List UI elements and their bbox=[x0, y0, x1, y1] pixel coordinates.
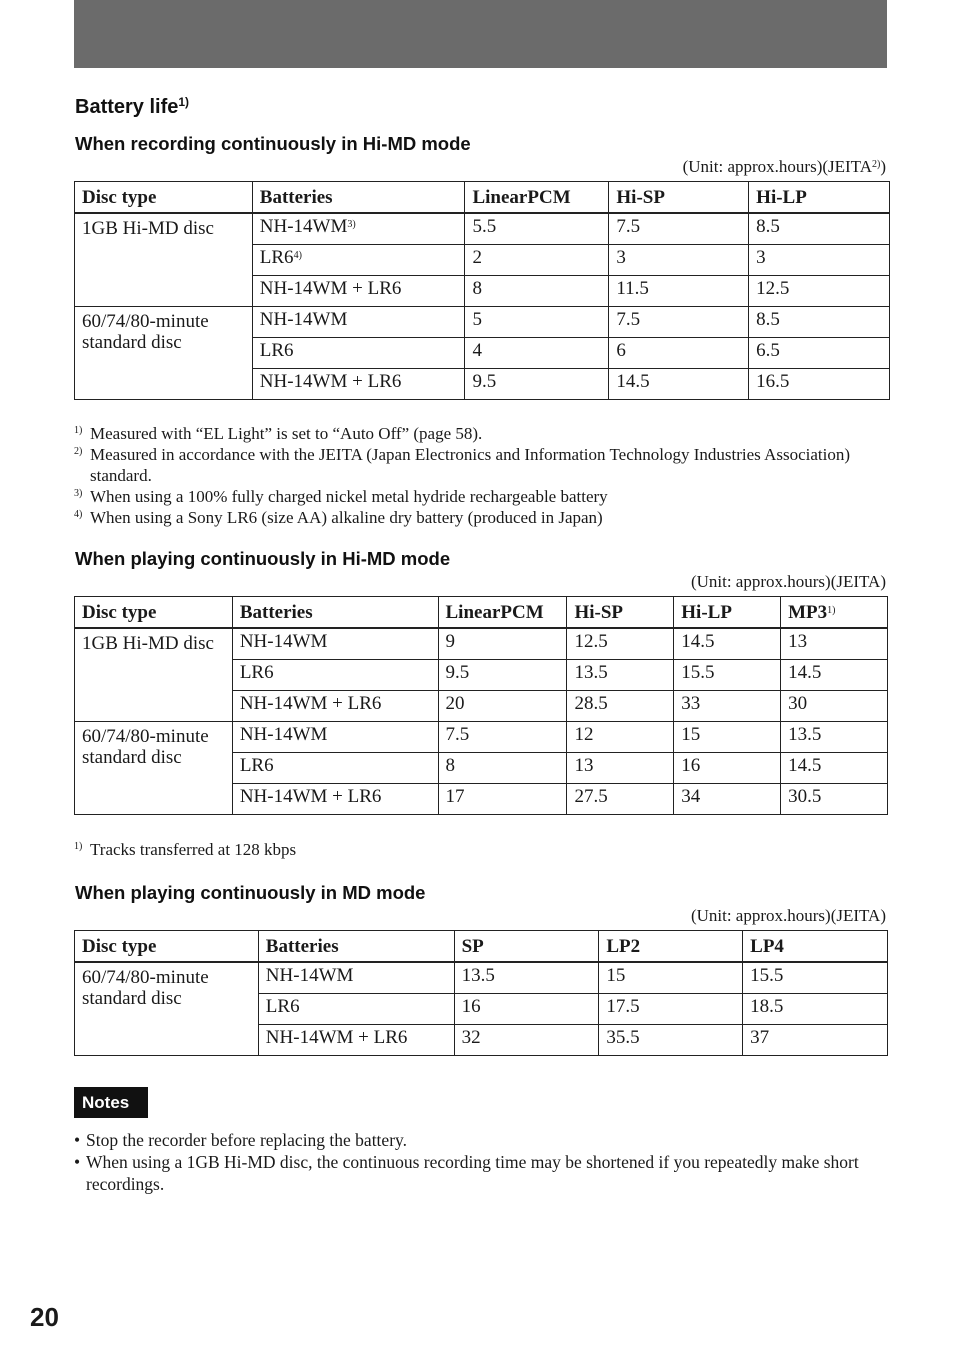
value-cell: 34 bbox=[674, 783, 781, 814]
list-item: • Stop the recorder before replacing the battery. bbox=[74, 1130, 408, 1150]
value-cell: 27.5 bbox=[567, 783, 674, 814]
unit-label: (Unit: approx.hours)(JEITA) bbox=[690, 572, 886, 591]
disc-type-cell: 60/74/80-minute standard disc bbox=[75, 962, 259, 1055]
footnote: 4) When using a Sony LR6 (size AA) alkaline dry battery (produced in Japan) bbox=[74, 508, 603, 527]
table-header-row bbox=[75, 182, 890, 214]
column-header: SP bbox=[454, 931, 599, 963]
value-cell: 15.5 bbox=[674, 659, 781, 690]
recording-himd-table bbox=[74, 181, 890, 400]
table-header-row bbox=[75, 597, 888, 629]
bullet: • bbox=[74, 1130, 81, 1150]
column-header: Hi-LP bbox=[749, 182, 890, 214]
battery-cell: NH-14WM + LR6 bbox=[252, 368, 465, 399]
value-cell: 17 bbox=[438, 783, 567, 814]
footnotes-table-2 bbox=[74, 839, 884, 860]
column-header: Hi-LP bbox=[674, 597, 781, 629]
disc-type-cell: 1GB Hi-MD disc bbox=[75, 213, 253, 306]
battery-cell: NH-14WM + LR6 bbox=[258, 1024, 454, 1055]
subtitle-recording-himd: When recording continuously in Hi-MD mode bbox=[75, 133, 471, 154]
table-row bbox=[75, 306, 890, 337]
list-item: • When using a 1GB Hi-MD disc, the continuous recording time may be shortened if you repeatedly make short recordings. bbox=[74, 1152, 859, 1194]
value-cell: 18.5 bbox=[743, 993, 888, 1024]
value-cell: 28.5 bbox=[567, 690, 674, 721]
battery-cell: NH-14WM + LR6 bbox=[252, 275, 465, 306]
table-row bbox=[75, 213, 890, 244]
value-cell: 13.5 bbox=[454, 962, 599, 993]
column-header: Hi-SP bbox=[609, 182, 749, 214]
value-cell: 8.5 bbox=[749, 306, 890, 337]
table-header-row bbox=[75, 931, 888, 963]
value-cell: 20 bbox=[438, 690, 567, 721]
value-cell: 9 bbox=[438, 628, 567, 659]
value-cell: 37 bbox=[743, 1024, 888, 1055]
value-cell: 16 bbox=[454, 993, 599, 1024]
value-cell: 15.5 bbox=[743, 962, 888, 993]
playing-himd-table bbox=[74, 596, 888, 815]
value-cell: 14.5 bbox=[781, 752, 888, 783]
value-cell: 14.5 bbox=[781, 659, 888, 690]
value-cell: 7.5 bbox=[438, 721, 567, 752]
column-header: Disc type bbox=[75, 931, 259, 963]
value-cell: 13.5 bbox=[567, 659, 674, 690]
column-header: MP3$^{1)}$ bbox=[781, 597, 888, 629]
footnote: 1) Measured with “EL Light” is set to “Auto Off” (page 58). bbox=[74, 424, 483, 443]
battery-cell: LR6$^{4)}$ bbox=[252, 244, 465, 275]
column-header: Disc type bbox=[75, 597, 233, 629]
subtitle-playing-himd: When playing continuously in Hi-MD mode bbox=[75, 548, 451, 569]
value-cell: 35.5 bbox=[599, 1024, 743, 1055]
notes-list bbox=[74, 1129, 874, 1195]
notes-label: Notes bbox=[74, 1087, 148, 1118]
battery-cell: NH-14WM bbox=[252, 306, 465, 337]
value-cell: 7.5 bbox=[609, 213, 749, 244]
value-cell: 9.5 bbox=[465, 368, 609, 399]
battery-cell: NH-14WM + LR6 bbox=[232, 690, 438, 721]
column-header: Batteries bbox=[258, 931, 454, 963]
battery-cell: LR6 bbox=[232, 659, 438, 690]
column-header: Disc type bbox=[75, 182, 253, 214]
value-cell: 32 bbox=[454, 1024, 599, 1055]
battery-cell: NH-14WM bbox=[232, 628, 438, 659]
column-header: Hi-SP bbox=[567, 597, 674, 629]
value-cell: 8 bbox=[438, 752, 567, 783]
value-cell: 3 bbox=[749, 244, 890, 275]
value-cell: 12.5 bbox=[567, 628, 674, 659]
value-cell: 13 bbox=[781, 628, 888, 659]
value-cell: 5 bbox=[465, 306, 609, 337]
footnote: 3) When using a 100% fully charged nickel metal hydride rechargeable battery bbox=[74, 487, 608, 506]
value-cell: 3 bbox=[609, 244, 749, 275]
disc-type-cell: 60/74/80-minute standard disc bbox=[75, 721, 233, 814]
unit-label: (Unit: approx.hours)(JEITA$^{2)}$) bbox=[682, 157, 886, 176]
battery-cell: LR6 bbox=[232, 752, 438, 783]
table-row bbox=[75, 721, 888, 752]
battery-cell: NH-14WM + LR6 bbox=[232, 783, 438, 814]
value-cell: 5.5 bbox=[465, 213, 609, 244]
subtitle-playing-md: When playing continuously in MD mode bbox=[75, 882, 426, 903]
value-cell: 2 bbox=[465, 244, 609, 275]
column-header: Batteries bbox=[252, 182, 465, 214]
value-cell: 7.5 bbox=[609, 306, 749, 337]
value-cell: 14.5 bbox=[609, 368, 749, 399]
column-header: LP4 bbox=[743, 931, 888, 963]
playing-md-table bbox=[74, 930, 888, 1056]
battery-cell: LR6 bbox=[258, 993, 454, 1024]
value-cell: 14.5 bbox=[674, 628, 781, 659]
value-cell: 6 bbox=[609, 337, 749, 368]
value-cell: 8.5 bbox=[749, 213, 890, 244]
value-cell: 30.5 bbox=[781, 783, 888, 814]
unit-label: (Unit: approx.hours)(JEITA) bbox=[690, 906, 886, 925]
column-header: Batteries bbox=[232, 597, 438, 629]
footnotes-table-1 bbox=[74, 423, 884, 528]
value-cell: 8 bbox=[465, 275, 609, 306]
column-header: LP2 bbox=[599, 931, 743, 963]
column-header: LinearPCM bbox=[465, 182, 609, 214]
table-row bbox=[75, 962, 888, 993]
value-cell: 11.5 bbox=[609, 275, 749, 306]
disc-type-cell: 1GB Hi-MD disc bbox=[75, 628, 233, 721]
value-cell: 16.5 bbox=[749, 368, 890, 399]
value-cell: 33 bbox=[674, 690, 781, 721]
disc-type-cell: 60/74/80-minute standard disc bbox=[75, 306, 253, 399]
battery-cell: LR6 bbox=[252, 337, 465, 368]
table-row bbox=[75, 628, 888, 659]
battery-cell: NH-14WM$^{3)}$ bbox=[252, 213, 465, 244]
value-cell: 6.5 bbox=[749, 337, 890, 368]
battery-cell: NH-14WM bbox=[232, 721, 438, 752]
value-cell: 15 bbox=[674, 721, 781, 752]
header-band bbox=[74, 0, 887, 68]
section-title: Battery life$^{1)}$ bbox=[75, 95, 190, 118]
value-cell: 15 bbox=[599, 962, 743, 993]
footnote: 2) Measured in accordance with the JEITA (Japan Electronics and Information Technology Industries Association) standard. bbox=[74, 445, 851, 485]
value-cell: 4 bbox=[465, 337, 609, 368]
value-cell: 16 bbox=[674, 752, 781, 783]
value-cell: 12.5 bbox=[749, 275, 890, 306]
bullet: • bbox=[74, 1152, 81, 1172]
value-cell: 9.5 bbox=[438, 659, 567, 690]
value-cell: 30 bbox=[781, 690, 888, 721]
page-number: 20 bbox=[30, 1302, 59, 1332]
value-cell: 13 bbox=[567, 752, 674, 783]
value-cell: 12 bbox=[567, 721, 674, 752]
column-header: LinearPCM bbox=[438, 597, 567, 629]
footnote: 1) Tracks transferred at 128 kbps bbox=[74, 840, 297, 859]
value-cell: 17.5 bbox=[599, 993, 743, 1024]
battery-cell: NH-14WM bbox=[258, 962, 454, 993]
value-cell: 13.5 bbox=[781, 721, 888, 752]
